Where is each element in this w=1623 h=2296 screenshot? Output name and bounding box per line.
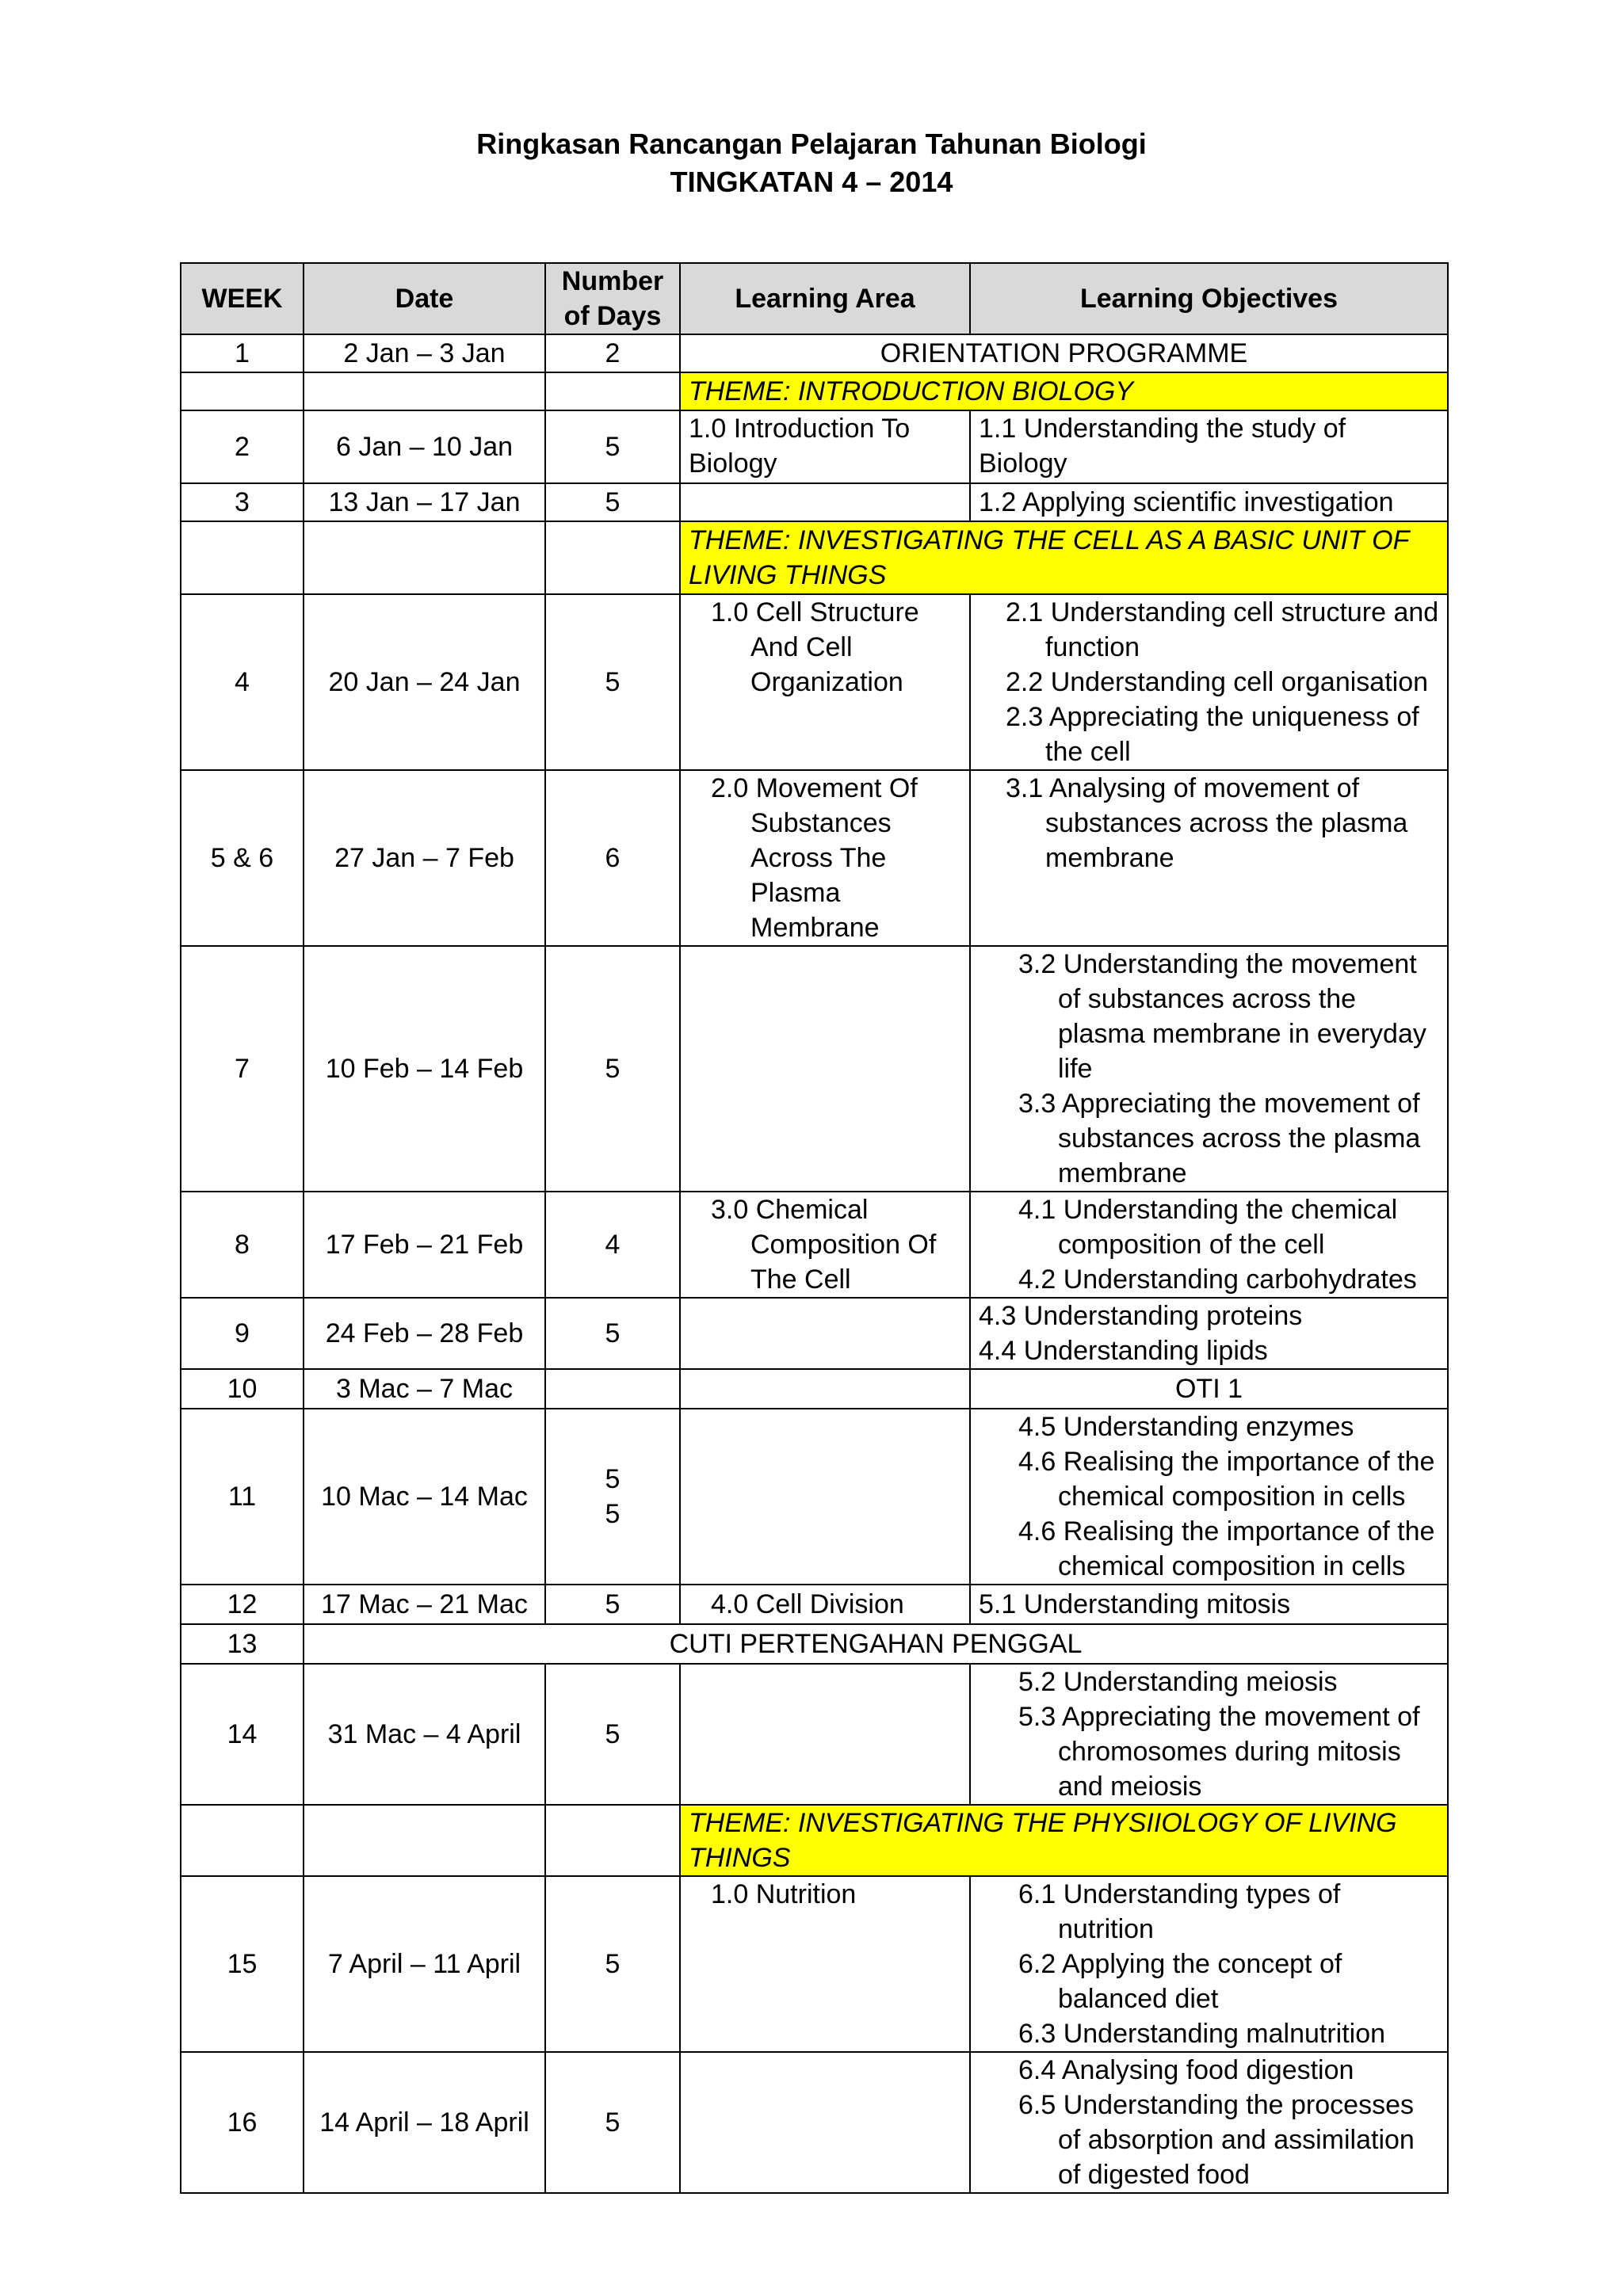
table-row (181, 2052, 1448, 2193)
objective-item: 4.4 Understanding lipids (979, 1336, 1268, 1366)
objectives-cell (970, 1585, 1448, 1624)
header-area: Learning Area (680, 263, 970, 334)
date-cell: 31 Mac – 4 April (304, 1664, 545, 1805)
table-row (181, 410, 1448, 483)
empty-cell (181, 521, 304, 594)
table-row (181, 946, 1448, 1192)
week-cell: 4 (181, 594, 304, 770)
days-cell: 4 (545, 1192, 680, 1298)
week-cell: 16 (181, 2052, 304, 2193)
objective-item: 3.3 Appreciating the movement of substances across the plasma membrane (1018, 1089, 1421, 1188)
date-cell: 17 Feb – 21 Feb (304, 1192, 545, 1298)
header-days (545, 263, 680, 334)
objective-item: 6.2 Applying the concept of balanced diet (1018, 1949, 1342, 2014)
objective-item: 5.3 Appreciating the movement of chromosomes during mitosis and meiosis (1018, 1702, 1420, 1802)
objective-item: 6.5 Understanding the processes of absorption and assimilation of digested food (1018, 2090, 1415, 2190)
empty-cell (181, 372, 304, 410)
table-row (181, 1192, 1448, 1298)
empty-cell (304, 372, 545, 410)
week-cell: 11 (181, 1409, 304, 1585)
days-cell: 5 (545, 946, 680, 1192)
learning-area-cell (680, 1298, 970, 1369)
learning-area-cell (680, 770, 970, 946)
objective-item: 5.2 Understanding meiosis (1018, 1667, 1338, 1697)
objectives-cell (970, 594, 1448, 770)
header-week: WEEK (181, 263, 304, 334)
table-row (181, 1298, 1448, 1369)
header-date: Date (304, 263, 545, 334)
learning-area-cell: 1.0 Nutrition (680, 1876, 970, 2052)
date-cell: 10 Mac – 14 Mac (304, 1409, 545, 1585)
date-cell: 3 Mac – 7 Mac (304, 1369, 545, 1409)
week-cell: 1 (181, 334, 304, 372)
table-row (181, 483, 1448, 521)
objective-item: 1.2 Applying scientific investigation (979, 487, 1394, 517)
document-title: Ringkasan Rancangan Pelajaran Tahunan Biologi (476, 128, 1147, 160)
days-cell: 6 (545, 770, 680, 946)
objective-item: 4.6 Realising the importance of the chemical composition in cells (1018, 1447, 1435, 1512)
days-cell: 5 (545, 1664, 680, 1805)
objectives-cell (970, 1298, 1448, 1369)
learning-area-cell (680, 1664, 970, 1805)
table-row (181, 1876, 1448, 2052)
table-row (181, 770, 1448, 946)
table-row (181, 1409, 1448, 1585)
date-cell: 10 Feb – 14 Feb (304, 946, 545, 1192)
objective-item: 2.3 Appreciating the uniqueness of the cell (1006, 702, 1419, 767)
objectives-cell (970, 946, 1448, 1192)
date-cell: 20 Jan – 24 Jan (304, 594, 545, 770)
week-cell: 14 (181, 1664, 304, 1805)
objective-item: 4.2 Understanding carbohydrates (1018, 1264, 1417, 1295)
empty-cell (181, 1805, 304, 1876)
theme-banner: THEME: INVESTIGATING THE CELL AS A BASIC UNIT OF LIVING THINGS (680, 521, 1448, 594)
empty-cell (545, 521, 680, 594)
theme-banner: THEME: INVESTIGATING THE PHYSIIOLOGY OF LIVING THINGS (680, 1805, 1448, 1876)
days-cell: 2 (545, 334, 680, 372)
week-cell: 13 (181, 1624, 304, 1664)
objective-item: 6.1 Understanding types of nutrition (1018, 1879, 1341, 1944)
week-cell: 7 (181, 946, 304, 1192)
learning-area-cell (680, 594, 970, 770)
lesson-plan-table (180, 262, 1449, 2194)
objective-item: 4.3 Understanding proteins (979, 1301, 1303, 1331)
theme-row (181, 1805, 1448, 1876)
orientation-cell: ORIENTATION PROGRAMME (680, 334, 1448, 372)
empty-cell (545, 372, 680, 410)
objective-item: 6.3 Understanding malnutrition (1018, 2019, 1386, 2049)
objective-item: 6.4 Analysing food digestion (1018, 2055, 1354, 2085)
days-cell: 5 (545, 1585, 680, 1624)
days-cell (545, 1409, 680, 1585)
days-cell: 5 (545, 483, 680, 521)
objectives-cell (970, 2052, 1448, 2193)
objectives-cell (970, 410, 1448, 483)
table-header-row (181, 263, 1448, 334)
header-objectives: Learning Objectives (970, 263, 1448, 334)
objectives-cell (970, 1876, 1448, 2052)
objectives-cell (970, 483, 1448, 521)
days-cell (545, 1369, 680, 1409)
header-days-line1: Number (561, 266, 664, 296)
learning-area-cell (680, 2052, 970, 2193)
days-value: 5 (605, 1464, 621, 1494)
learning-area-cell (680, 483, 970, 521)
objective-item: 3.1 Analysing of movement of substances across the plasma membrane (1006, 773, 1408, 873)
date-cell: 2 Jan – 3 Jan (304, 334, 545, 372)
week-cell: 2 (181, 410, 304, 483)
exam-cell: OTI 1 (970, 1369, 1448, 1409)
table-row (181, 334, 1448, 372)
date-cell: 6 Jan – 10 Jan (304, 410, 545, 483)
objective-item: 4.6 Realising the importance of the chemical composition in cells (1018, 1516, 1435, 1581)
date-cell: 14 April – 18 April (304, 2052, 545, 2193)
empty-cell (304, 1805, 545, 1876)
holiday-cell: CUTI PERTENGAHAN PENGGAL (304, 1624, 1448, 1664)
theme-banner: THEME: INTRODUCTION BIOLOGY (680, 372, 1448, 410)
objectives-cell (970, 1192, 1448, 1298)
objectives-cell (970, 770, 1448, 946)
week-cell: 8 (181, 1192, 304, 1298)
date-cell: 27 Jan – 7 Feb (304, 770, 545, 946)
objective-item: 1.1 Understanding the study of Biology (979, 414, 1346, 479)
date-cell: 17 Mac – 21 Mac (304, 1585, 545, 1624)
objectives-cell (970, 1409, 1448, 1585)
week-cell: 15 (181, 1876, 304, 2052)
empty-cell (545, 1805, 680, 1876)
table-row (181, 1585, 1448, 1624)
objective-item: 3.2 Understanding the movement of substances across the plasma membrane in everyday life (1018, 949, 1426, 1084)
theme-row (181, 372, 1448, 410)
learning-area-cell (680, 1192, 970, 1298)
header-days-line2: of Days (563, 301, 662, 331)
document-subtitle: TINGKATAN 4 – 2014 (670, 166, 953, 198)
objective-item: 5.1 Understanding mitosis (979, 1589, 1291, 1619)
learning-area-cell (680, 1369, 970, 1409)
empty-cell (304, 521, 545, 594)
objective-item: 4.5 Understanding enzymes (1018, 1412, 1354, 1442)
learning-area-cell: 1.0 Introduction To Biology (680, 410, 970, 483)
date-cell: 13 Jan – 17 Jan (304, 483, 545, 521)
week-cell: 3 (181, 483, 304, 521)
objective-item: 2.2 Understanding cell organisation (1006, 667, 1429, 697)
objective-item: 2.1 Understanding cell structure and function (1006, 597, 1439, 662)
week-cell: 10 (181, 1369, 304, 1409)
days-value: 5 (605, 1499, 621, 1529)
table-row (181, 1664, 1448, 1805)
days-cell: 5 (545, 1876, 680, 2052)
days-cell: 5 (545, 594, 680, 770)
learning-area-text: 2.0 Movement Of Substances Across The Plasma Membrane (711, 773, 918, 943)
objectives-cell (970, 1664, 1448, 1805)
theme-row (181, 521, 1448, 594)
table-row (181, 1369, 1448, 1409)
learning-area-text: 3.0 Chemical Composition Of The Cell (711, 1195, 937, 1295)
days-cell: 5 (545, 1298, 680, 1369)
days-cell: 5 (545, 410, 680, 483)
learning-area-cell: 4.0 Cell Division (680, 1585, 970, 1624)
learning-area-cell (680, 1409, 970, 1585)
week-cell: 12 (181, 1585, 304, 1624)
learning-area-text: 1.0 Cell Structure And Cell Organization (711, 597, 919, 697)
week-cell: 5 & 6 (181, 770, 304, 946)
week-cell: 9 (181, 1298, 304, 1369)
date-cell: 7 April – 11 April (304, 1876, 545, 2052)
days-cell: 5 (545, 2052, 680, 2193)
objective-item: 4.1 Understanding the chemical composition of the cell (1018, 1195, 1398, 1260)
table-row (181, 594, 1448, 770)
date-cell: 24 Feb – 28 Feb (304, 1298, 545, 1369)
learning-area-cell (680, 946, 970, 1192)
table-row (181, 1624, 1448, 1664)
